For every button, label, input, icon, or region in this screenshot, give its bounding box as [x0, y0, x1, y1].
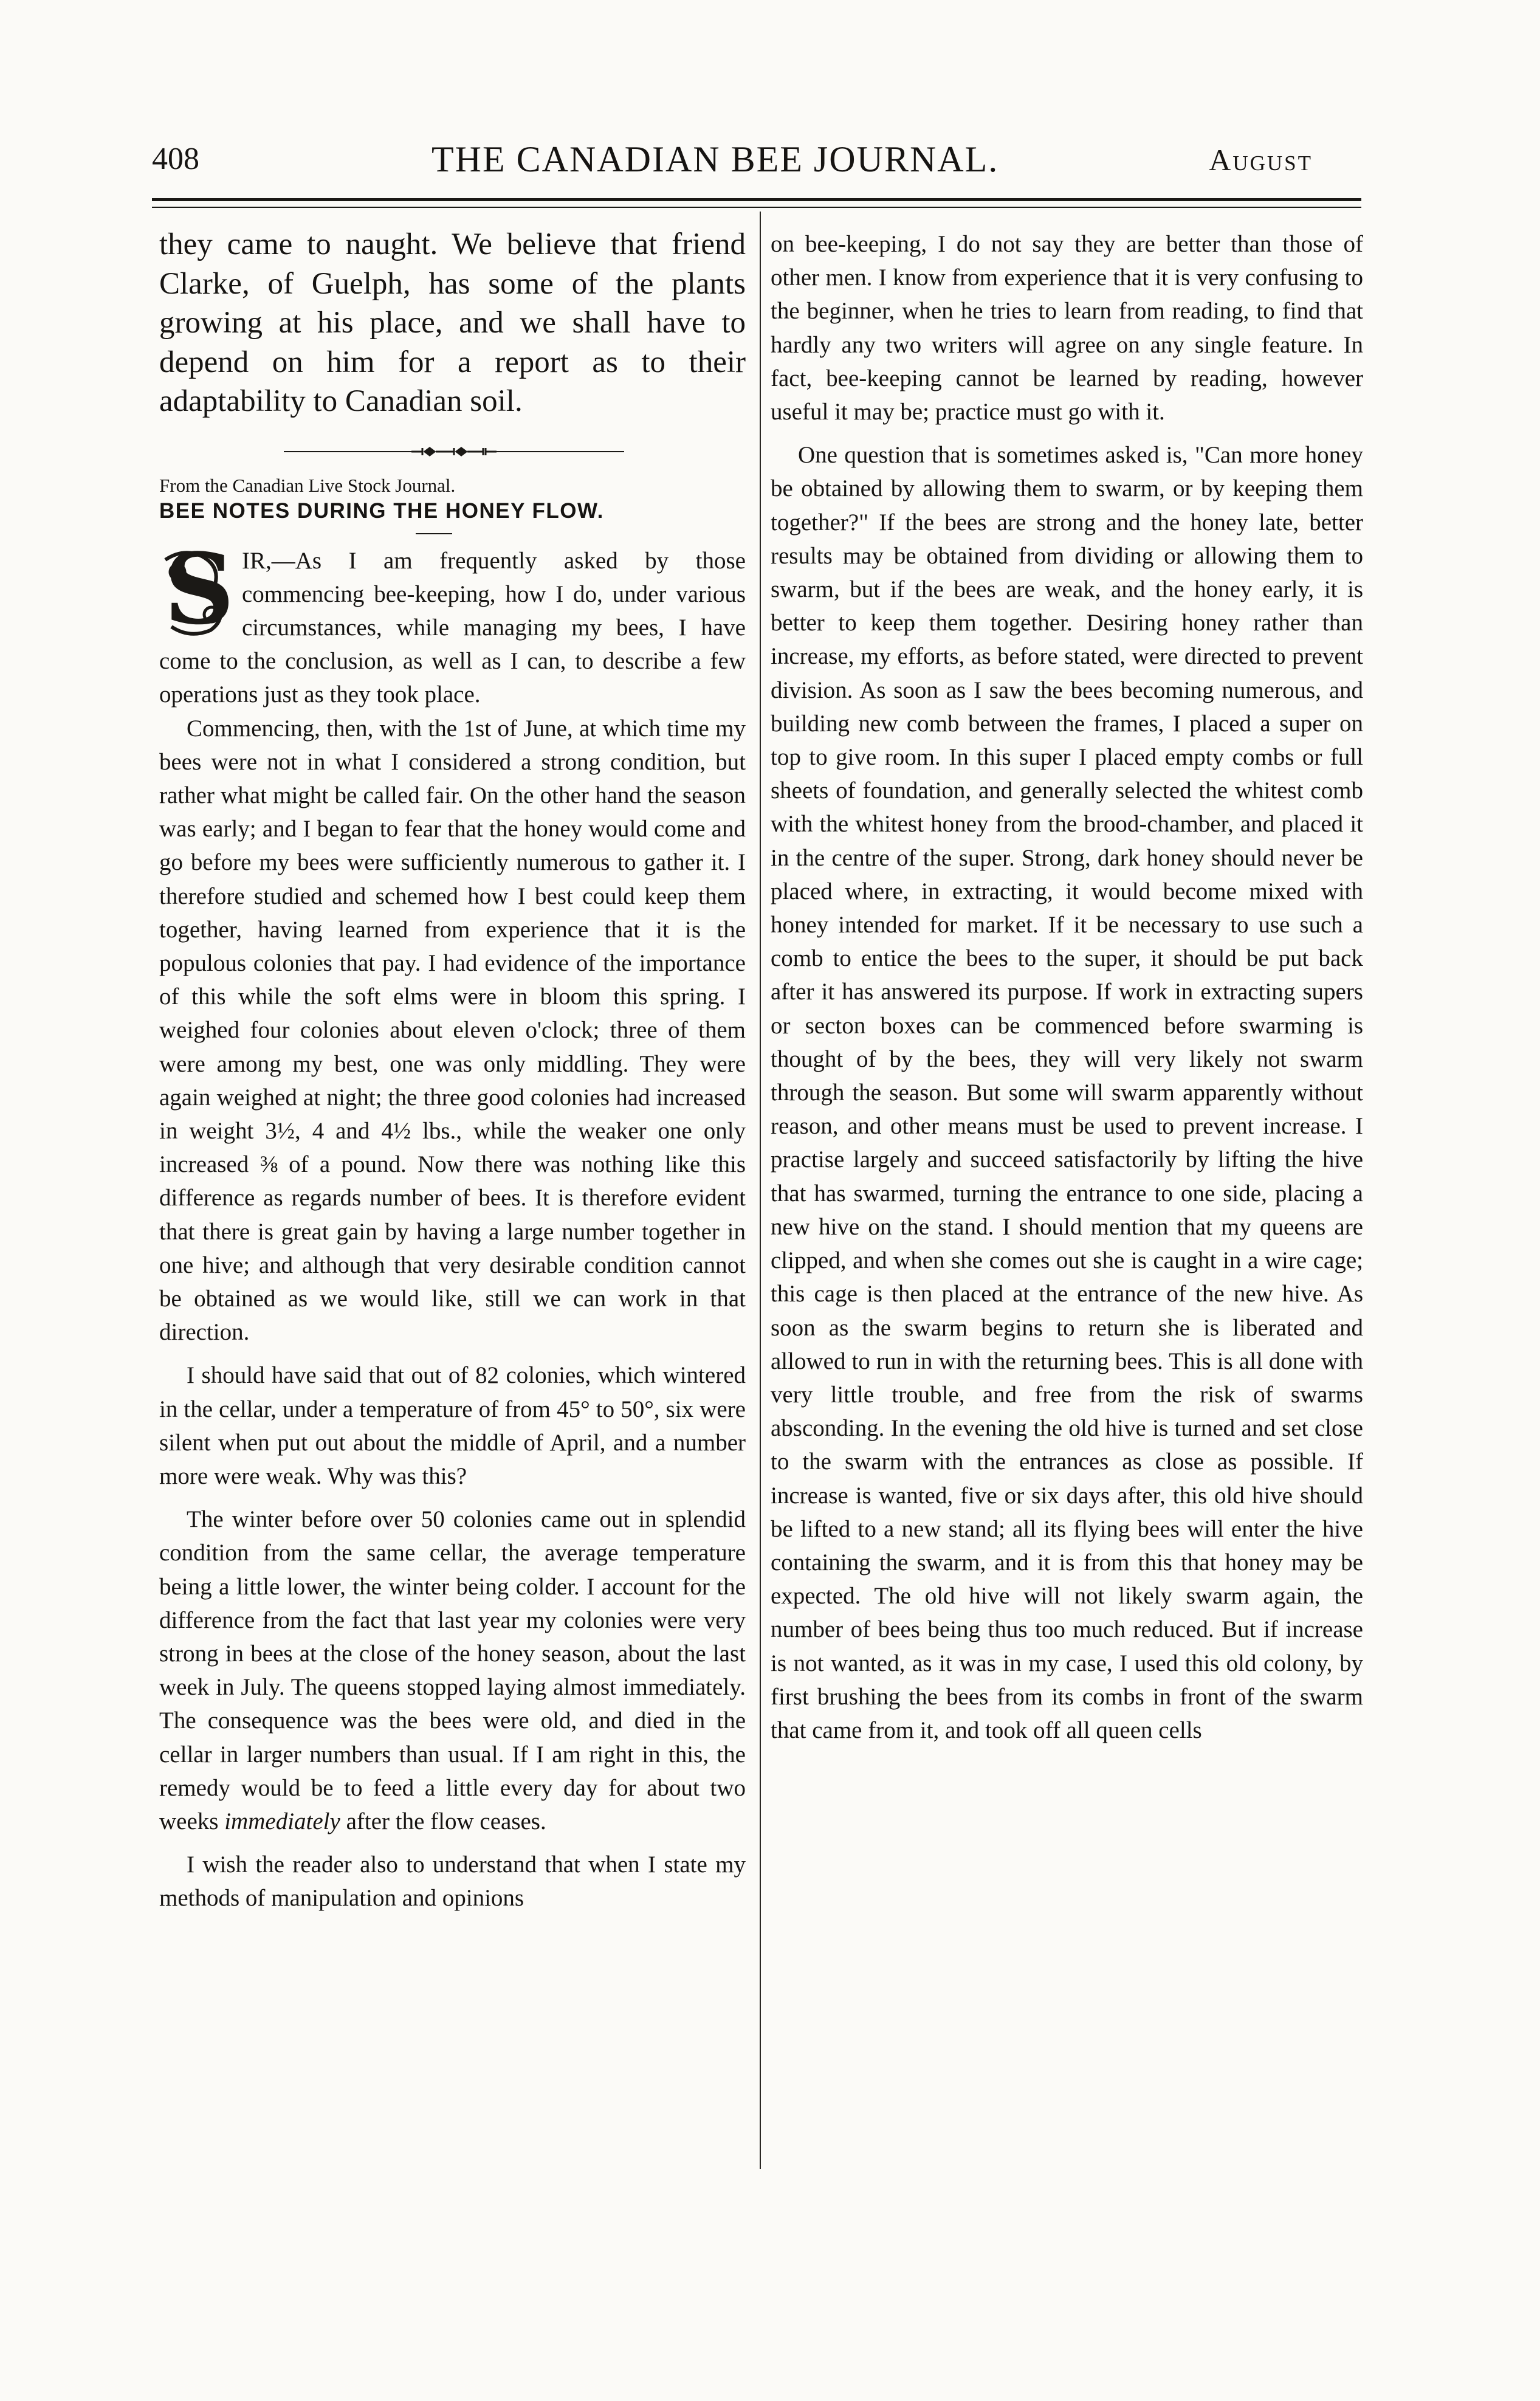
- article-heading: BEE NOTES DURING THE HONEY FLOW.: [159, 498, 604, 523]
- weight-fraction-1: 3½: [265, 1117, 295, 1144]
- column-divider: [760, 212, 761, 2169]
- ornamental-rule-icon: [284, 447, 624, 456]
- paragraph-june: [159, 712, 746, 1349]
- paragraph-previous-winter-end: after the flow ceases.: [346, 1808, 546, 1835]
- opening-paragraph: they came to naught. We believe that friend Clarke, of Guelph, has some of the plants growing at his place, and we shall have to depend on him for a report as to their adaptability to Canadian soil.: [159, 227, 746, 418]
- weight-fraction-2: 4½: [381, 1117, 411, 1144]
- dropcap-ornament: [159, 531, 235, 646]
- paragraph-june-text-a: Commencing, then, with the 1st of June, at which time my bees were not in what I considered a strong condition, but rather what might be called fair. On the other hand the season was early; and I began to fear that the honey would come and go before my bees were sufficiently numerous to gather it. I therefore studied and schemed how I best could keep them together, having learned from experience that it is the populous colonies that pay. I had evidence of the importance of this while the soft elms were in bloom this spring. I weighed four colonies about eleven o'clock; three of them were among my best, one was only middling. They were again weighed at night; the three good colonies had increased in weight: [159, 715, 746, 1144]
- header-rule-thick: [152, 198, 1361, 201]
- journal-title: THE CANADIAN BEE JOURNAL.: [431, 139, 999, 179]
- emphasized-word: immediately: [224, 1808, 340, 1835]
- paragraph-swarming-question: One question that is sometimes asked is, "Can more honey be obtained by allowing them to swarm, or by keeping them together?" If the bees are strong and the honey late, better results may be obtained from dividing or allowing them to swarm, but if the bees are weak, and the honey early, it is better to keep them together. Desiring honey rather than increase, my efforts, as before stated, were directed to prevent division. As soon as I saw the bees becoming numerous, and building new comb between the frames, I placed a super on top to give room. In this super I placed empty combs or full sheets of foundation, and generally selected the whitest comb with the whitest honey from the brood-chamber, and placed it in the centre of the super. Strong, dark honey should never be placed where, in extracting, it would become mixed with honey intended for market. If it be necessary to use such a comb to entice the bees to the super, it should be put back after it has answered its purpose. If work in extracting supers or secton boxes can be commenced before swarming is thought of by the bees, they will very likely not swarm through the season. But some will swarm apparently without reason, and other means must be used to prevent increase. I practise largely and succeed satisfactorily by lifting the hive that has swarmed, turning the entrance to one side, placing a new hive on the stand. I should mention that my queens are clipped, and when she comes out she is caught in a wire cage; this cage is then placed at the entrance of the new hive. As soon as the swarm begins to return she is liberated and allowed to run in with the returning bees. This is all done with very little trouble, and free from the risk of swarms absconding. In the evening the old hive is turned and set close to the swarm with the entrances as close as possible. If increase is wanted, five or six days after, this old hive should be lifted to a new stand; all its flying bees will enter the hive containing the swarm, and it is from this that honey may be expected. The old hive will not likely swarm again, the number of bees being thus too much reduced. But if increase is not wanted, as it was in my case, I used this old colony, by first brushing the bees from its combs in front of the swarm that came from it, and took off all queen cells: [771, 442, 1363, 1743]
- dropcap-letter: S: [164, 531, 235, 646]
- paragraph-june-text-b: , 4 and: [295, 1117, 370, 1144]
- paragraph-june-text-d: of a pound. Now there was nothing like this difference as regards number of bees. It is therefore evident that there is great gain by having a large number together in one hive; and although that very desirable condition cannot be obtained as we would like, still we can work in that direction.: [159, 1151, 746, 1346]
- issue-month: August: [1209, 143, 1313, 177]
- heading-rule: [416, 533, 452, 534]
- page-number: 408: [152, 142, 199, 176]
- left-column: [159, 225, 746, 1915]
- paragraph-previous-winter-text: The winter before over 50 colonies came out in splendid condition from the same cellar, the average temperature being a little lower, the winter being colder. I account for the difference from the fact that last year my colonies were very strong in bees at the close of the honey season, about the last week in July. The queens stopped laying almost immediately. The consequence was the bees were old, and died in the cellar in larger numbers than usual. If I am right in this, the remedy would be to feed a little every day for about two weeks: [159, 1506, 746, 1835]
- weight-fraction-3: ⅜: [260, 1151, 278, 1178]
- running-head: [152, 141, 1361, 196]
- article-first-paragraph-text: IR,—As I am frequently asked by those commencing bee-keeping, how I do, under various circumstances, while managing my bees, I have come to the conclusion, as well as I can, to describe a few operations just as they took place.: [159, 547, 746, 708]
- paragraph-june-text-c: lbs., while the weaker one only increased: [159, 1117, 746, 1178]
- section-divider: [159, 430, 746, 466]
- article-first-paragraph: [159, 531, 746, 712]
- source-credit: From the Canadian Live Stock Journal.: [159, 474, 456, 496]
- paragraph-previous-winter: [159, 1503, 746, 1838]
- ornament-knot-icon: [411, 447, 497, 456]
- paragraph-wintering: I should have said that out of 82 colonies, which wintered in the cellar, under a temperature of from 45° to 50°, six were silent when put out about the middle of April, and a number more were weak. Why was this?: [159, 1362, 746, 1489]
- paragraph-continuation: on bee-keeping, I do not say they are better than those of other men. I know from experience that it is very confusing to the beginner, when he tries to learn from reading, to find that hardly any two writers will agree on any single feature. In fact, bee-keeping cannot be learned by reading, however useful it may be; practice must go with it.: [771, 231, 1363, 425]
- paragraph-reader-note: I wish the reader also to understand that when I state my methods of manipulation and opinions: [159, 1852, 746, 1912]
- header-rule-thin: [152, 207, 1361, 208]
- right-column: [771, 227, 1363, 1747]
